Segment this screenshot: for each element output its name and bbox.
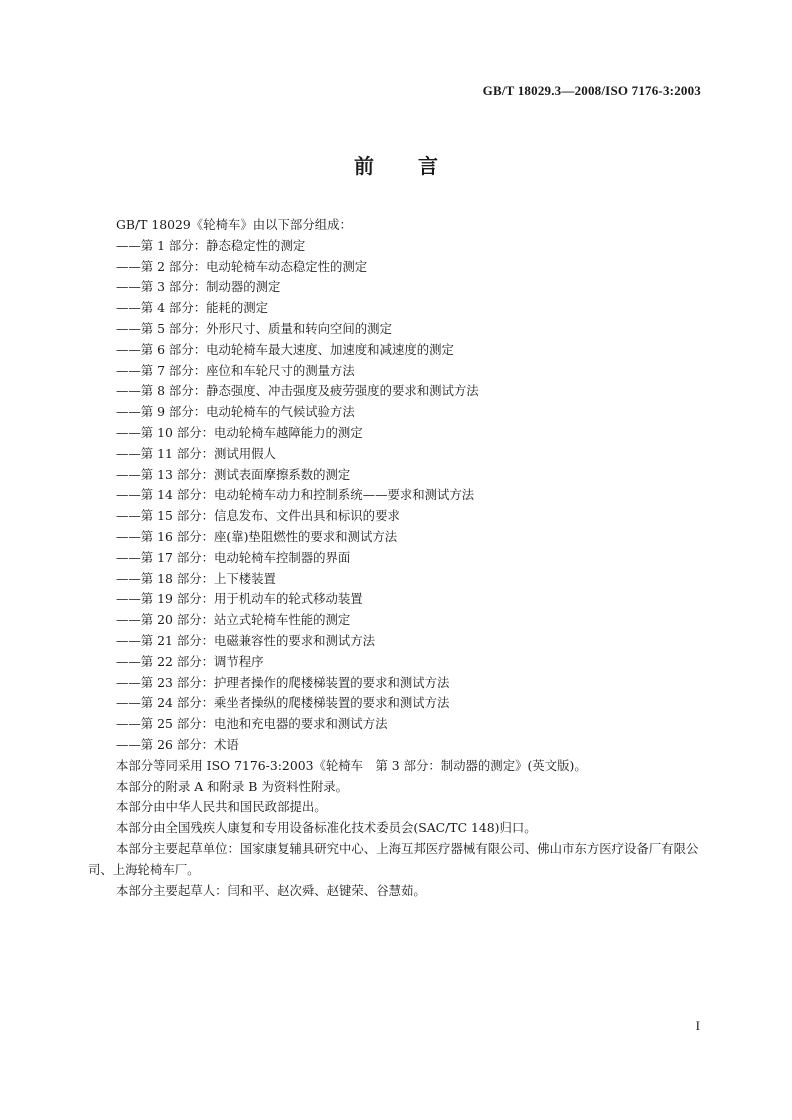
list-item: ——第 10 部分：电动轮椅车越障能力的测定 [116,424,363,440]
list-item: ——第 22 部分：调节程序 [116,653,264,669]
list-item: ——第 6 部分：电动轮椅车最大速度、加速度和减速度的测定 [116,341,454,357]
list-item: ——第 7 部分：座位和车轮尺寸的测量方法 [116,362,355,378]
list-item: ——第 15 部分：信息发布、文件出具和标识的要求 [116,508,400,524]
list-item: ——第 8 部分：静态强度、冲击强度及疲劳强度的要求和测试方法 [116,383,479,399]
list-item: ——第 24 部分：乘坐者操纵的爬楼梯装置的要求和测试方法 [116,695,450,711]
list-item: ——第 19 部分：用于机动车的轮式移动装置 [116,591,363,607]
page-title: 前言 [354,154,482,178]
list-item: ——第 17 部分：电动轮椅车控制器的界面 [116,549,351,565]
document-body [88,215,708,901]
parts-list [88,236,708,756]
standard-code-header: GB/T 18029.3—2008/ISO 7176-3:2003 [482,83,701,98]
list-item: ——第 9 部分：电动轮椅车的气候试验方法 [116,404,355,420]
list-item: ——第 23 部分：护理者操作的爬楼梯装置的要求和测试方法 [116,674,450,690]
list-item: ——第 25 部分：电池和充电器的要求和测试方法 [116,716,388,732]
list-item: ——第 16 部分：座(靠)垫阻燃性的要求和测试方法 [116,528,398,544]
adoption-paragraph: 本部分等同采用 ISO 7176-3:2003《轮椅车 第 3 部分：制动器的测定》(英文版)。 [116,757,587,773]
list-item: ——第 11 部分：测试用假人 [116,445,276,461]
committee-paragraph: 本部分由全国残疾人康复和专用设备标准化技术委员会(SAC/TC 148)归口。 [116,820,537,836]
list-item: ——第 1 部分：静态稳定性的测定 [116,237,306,253]
list-item: ——第 14 部分：电动轮椅车动力和控制系统——要求和测试方法 [116,487,475,503]
list-item: ——第 2 部分：电动轮椅车动态稳定性的测定 [116,258,368,274]
drafters-paragraph: 本部分主要起草人：闫和平、赵次舜、赵键荣、谷慧茹。 [116,882,426,898]
list-item: ——第 3 部分：制动器的测定 [116,279,281,295]
list-item: ——第 21 部分：电磁兼容性的要求和测试方法 [116,632,376,648]
list-item: ——第 4 部分：能耗的测定 [116,300,269,316]
list-item: ——第 26 部分：术语 [116,736,239,752]
page-number: I [695,1018,700,1033]
proposer-paragraph: 本部分由中华人民共和国民政部提出。 [116,799,327,815]
annex-paragraph: 本部分的附录 A 和附录 B 为资料性附录。 [116,778,349,794]
list-item: ——第 13 部分：测试表面摩擦系数的测定 [116,466,351,482]
list-item: ——第 18 部分：上下楼装置 [116,570,276,586]
intro-paragraph: GB/T 18029《轮椅车》由以下部分组成： [116,217,352,232]
list-item: ——第 20 部分：站立式轮椅车性能的测定 [116,612,351,628]
drafting-units-paragraph: 本部分主要起草单位：国家康复辅具研究中心、上海互邦医疗器械有限公司、佛山市东方医疗设备厂有限公司、上海轮椅车厂。 [88,840,699,877]
list-item: ——第 5 部分：外形尺寸、质量和转向空间的测定 [116,320,392,336]
